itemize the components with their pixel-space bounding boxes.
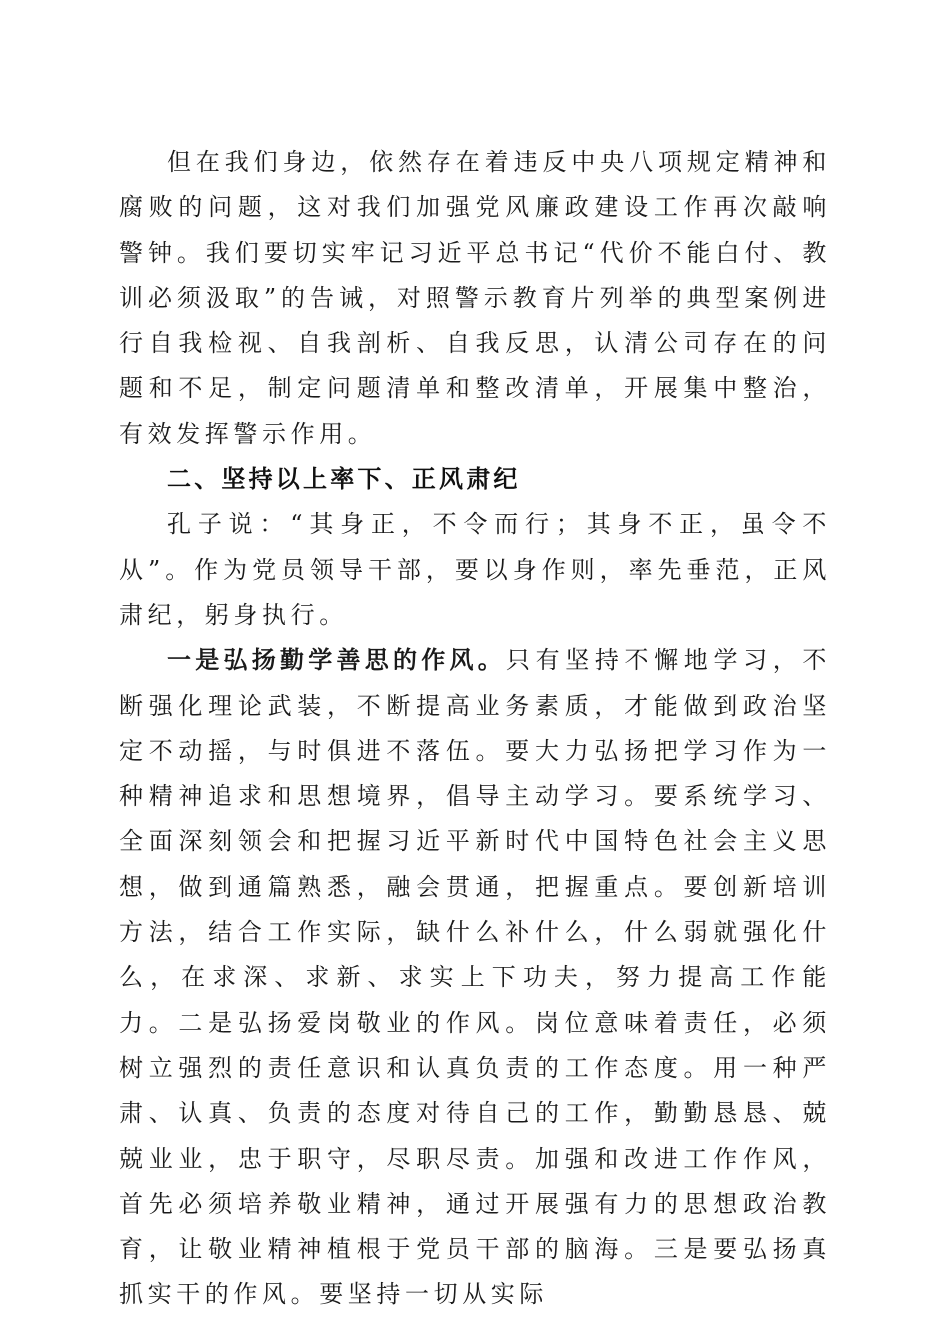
- paragraph-lead-text: 一是弘扬勤学善思的作风。: [167, 646, 506, 675]
- paragraph-work-style: [119, 638, 831, 1317]
- section-heading-2: 二、坚持以上率下、正风肃纪: [167, 465, 521, 494]
- paragraph-body-text: 只有坚持不懈地学习，不断强化理论武装，不断提高业务素质，才能做到政治坚定不动摇，与时俱进不落伍。要大力弘扬把学习作为一种精神追求和思想境界，倡导主动学习。要系统学习、全面深刻领会和把握习近平新时代中国特色社会主义思想，做到通篇熟悉，融会贯通，把握重点。要创新培训方法，结合工作实际，缺什么补什么，什么弱就强化什么，在求深、求新、求实上下功夫，努力提高工作能力。二是弘扬爱岗敬业的作风。岗位意味着责任，必须树立强烈的责任意识和认真负责的工作态度。用一种严肃、认真、负责的态度对待自己的工作，勤勤恳恳、兢兢业业，忠于职守，尽职尽责。加强和改进工作作风，首先必须培养敬业精神，通过开展强有力的思想政治教育，让敬业精神植根于党员干部的脑海。三是要弘扬真抓实干的作风。要坚持一切从实际: [119, 646, 831, 1309]
- paragraph-warning: 但在我们身边，依然存在着违反中央八项规定精神和腐败的问题，这对我们加强党风廉政建设工作再次敲响警钟。我们要切实牢记习近平总书记“代价不能白付、教训必须汲取”的告诫，对照警示教育片列举的典型案例进行自我检视、自我剖析、自我反思，认清公司存在的问题和不足，制定问题清单和整改清单，开展集中整治，有效发挥警示作用。: [119, 148, 831, 448]
- document-body: [119, 140, 831, 1318]
- paragraph-confucius: 孔子说：“其身正，不令而行；其身不正，虽令不从”。作为党员领导干部，要以身作则，率先垂范，正风肃纪，躬身执行。: [119, 510, 831, 629]
